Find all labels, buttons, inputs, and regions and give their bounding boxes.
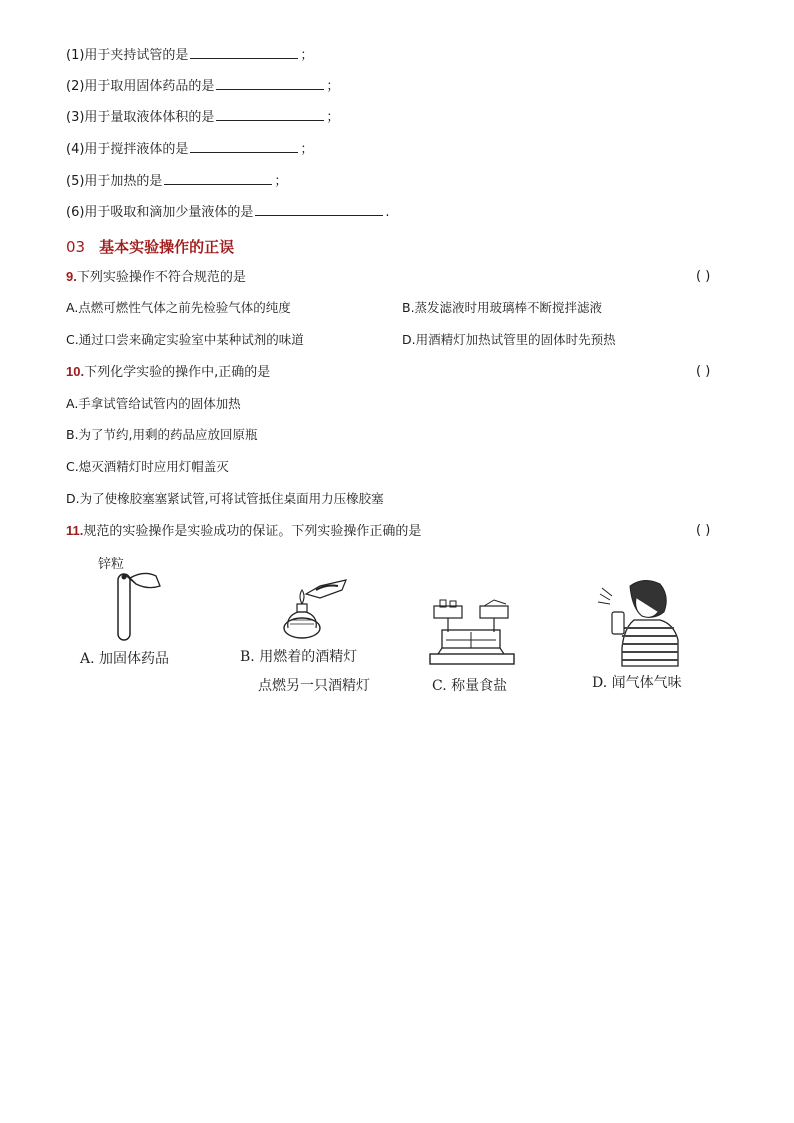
balance-scale-illustration[interactable] [428,598,518,670]
answer-paren[interactable]: ( ) [696,364,711,379]
fill-item-4 [66,140,313,159]
alcohol-lamp-illustration[interactable] [276,576,352,642]
fill-item-label: (1)用于夹持试管的是 [66,48,189,63]
item-end: ； [300,48,314,63]
question-text: 规范的实验操作是实验成功的保证。下列实验操作正确的是 [83,524,422,539]
q10-option-b[interactable]: B.为了节约,用剩的药品应放回原瓶 [66,427,258,442]
question-10-stem [66,363,270,382]
question-number: 10. [66,364,85,379]
item-end: ； [300,142,314,157]
person-smelling-illustration[interactable] [594,576,684,668]
caption-option-b-line1: B. 用燃着的酒精灯 [240,649,358,665]
section-number: 03 [66,238,86,256]
fill-item-1 [66,46,313,65]
question-text: 下列实验操作不符合规范的是 [76,270,246,285]
zinc-granule-label: 锌粒 [98,557,125,572]
q10-option-a[interactable]: A.手拿试管给试管内的固体加热 [66,396,241,411]
section-heading [66,236,234,257]
q9-option-a[interactable]: A.点燃可燃性气体之前先检验气体的纯度 [66,300,291,315]
fill-item-label: (6)用于吸取和滴加少量液体的是 [66,205,254,220]
fill-item-5 [66,172,287,191]
q9-option-b[interactable]: B.蒸发滤液时用玻璃棒不断搅拌滤液 [402,300,603,315]
section-title: 基本实验操作的正误 [99,238,235,256]
test-tube-illustration[interactable] [100,568,170,644]
fill-item-3 [66,108,339,127]
question-11-stem [66,522,421,541]
fill-item-2 [66,77,339,96]
answer-blank[interactable] [255,203,383,216]
item-end: . [385,205,390,220]
answer-blank[interactable] [190,140,298,153]
item-end: ； [274,174,288,189]
caption-option-a: A. 加固体药品 [80,651,170,667]
item-end: ； [326,79,340,94]
q9-option-d[interactable]: D.用酒精灯加热试管里的固体时先预热 [402,332,616,347]
question-9-stem [66,268,246,287]
item-end: ； [326,110,340,125]
q10-option-c[interactable]: C.熄灭酒精灯时应用灯帽盖灭 [66,459,229,474]
fill-item-label: (3)用于量取液体体积的是 [66,110,215,125]
fill-item-label: (2)用于取用固体药品的是 [66,79,215,94]
fill-item-label: (4)用于搅拌液体的是 [66,142,189,157]
answer-paren[interactable]: ( ) [696,269,711,284]
caption-option-d: D. 闻气体气味 [592,675,682,691]
caption-option-b-line2: 点燃另一只酒精灯 [258,678,370,694]
answer-blank[interactable] [216,77,324,90]
q10-option-d[interactable]: D.为了使橡胶塞塞紧试管,可将试管抵住桌面用力压橡胶塞 [66,491,384,506]
question-number: 11. [66,523,84,538]
question-text: 下列化学实验的操作中,正确的是 [84,365,271,380]
answer-blank[interactable] [190,46,298,59]
q9-option-c[interactable]: C.通过口尝来确定实验室中某种试剂的味道 [66,332,304,347]
answer-blank[interactable] [216,108,324,121]
caption-option-c: C. 称量食盐 [432,678,508,694]
fill-item-label: (5)用于加热的是 [66,174,163,189]
answer-paren[interactable]: ( ) [696,523,711,538]
answer-blank[interactable] [164,172,272,185]
question-number: 9. [66,269,77,284]
fill-item-6 [66,203,390,222]
